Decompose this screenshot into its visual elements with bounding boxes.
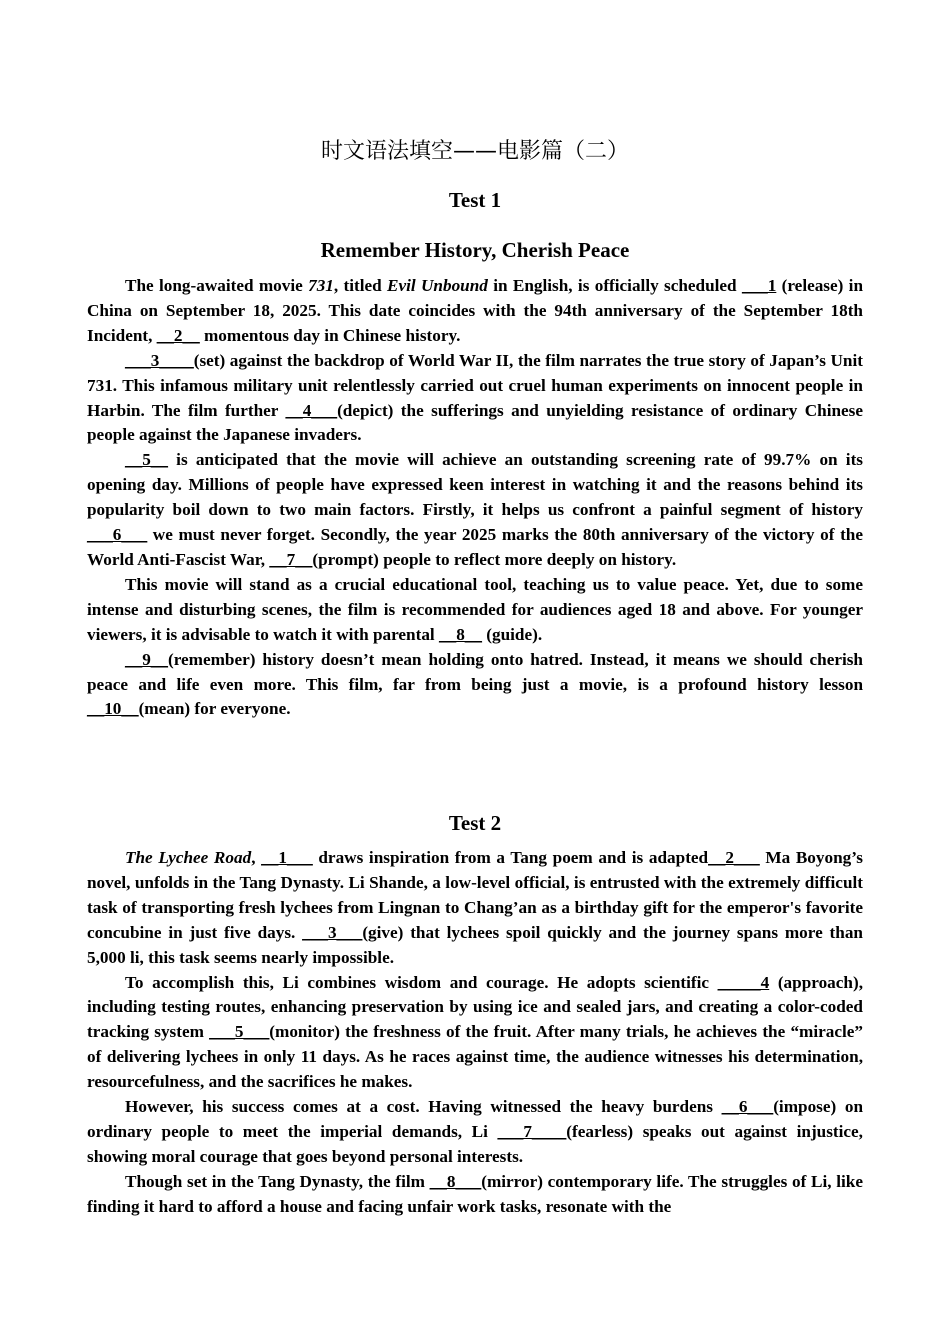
text-run: Though set in the Tang Dynasty, the film bbox=[125, 1171, 430, 1191]
text-run: (guide). bbox=[481, 624, 543, 644]
blank: __7__ bbox=[269, 549, 313, 569]
test1-subtitle: Remember History, Cherish Peace bbox=[320, 238, 630, 262]
text-run: (impose) on ordinary people to meet the imperial demands, Li bbox=[87, 1097, 864, 1141]
test1-passage bbox=[87, 274, 863, 722]
blank: _____4 bbox=[717, 972, 770, 992]
test2-passage bbox=[87, 846, 863, 1220]
test1-label: Test 1 bbox=[448, 188, 502, 212]
blank: __8___ bbox=[429, 1171, 482, 1191]
blank: __1___ bbox=[261, 848, 313, 867]
text-run: (mirror) contemporary life. The struggles of Li, like finding it hard to afford a house and facing unfair work tasks, resonate with the bbox=[87, 1171, 863, 1216]
text-run: The long-awaited movie bbox=[125, 276, 309, 295]
passage-paragraph bbox=[87, 448, 863, 573]
blank: __5__ bbox=[125, 450, 168, 470]
passage-paragraph bbox=[87, 648, 863, 723]
text-run: However, his success comes at a cost. Having witnessed the heavy burdens bbox=[125, 1097, 722, 1117]
passage-paragraph bbox=[87, 349, 863, 449]
blank: __6___ bbox=[721, 1097, 774, 1117]
text-run: (depict) the sufferings and unyielding resistance of ordinary Chinese people against the Japanese invaders. bbox=[87, 400, 864, 445]
text-run: , titled bbox=[333, 276, 388, 295]
blank: __2___ bbox=[708, 848, 760, 867]
text-run: Ma Boyong’s novel, unfolds in the Tang Dynasty. Li Shande, a low-level official, is entrusted with the extremely difficult task of transporting fresh lychees from Lingnan to Chang’an as a birthday gift for the emperor's favorite concubine in just five days. bbox=[87, 848, 863, 942]
text-run: is anticipated that the movie will achieve an outstanding screening rate of 99.7% on its opening day. Millions of people have expressed keen interest in watching it and the reasons behind its popularity boil down to two main factors. Firstly, it helps us confront a painful segment of history bbox=[87, 450, 863, 520]
text-run: To accomplish this, Li combines wisdom and courage. He adopts scientific bbox=[125, 972, 718, 992]
text-run: (fearless) speaks out against injustice, showing moral courage that goes beyond personal interests. bbox=[87, 1121, 863, 1166]
text-run: This movie will stand as a crucial educational tool, teaching us to value peace. Yet, due to some intense and disturbing scenes, the film is recommended for audiences aged 18 and above. For younger viewers, it is advisable to watch it with parental bbox=[87, 574, 863, 644]
italic-title: Evil Unbound bbox=[387, 276, 488, 295]
passage-paragraph bbox=[87, 1170, 863, 1220]
blank: ___1 bbox=[741, 276, 777, 295]
text-run: (remember) history doesn’t mean holding onto hatred. Instead, it means we should cherish peace and life even more. This film, far from being just a movie, is a profound history lesson bbox=[87, 649, 863, 694]
blank: ___6___ bbox=[87, 525, 148, 545]
text-run: draws inspiration from a Tang poem and is adapted bbox=[312, 848, 709, 867]
passage-paragraph bbox=[87, 846, 863, 971]
text-run: , bbox=[251, 848, 262, 867]
text-run: (give) that lychees spoil quickly and the journey spans more than 5,000 li, this task seems nearly impossible. bbox=[87, 922, 863, 967]
blank: __10__ bbox=[87, 699, 139, 719]
blank: __2__ bbox=[156, 325, 200, 345]
text-run: (monitor) the freshness of the fruit. After many trials, he achieves the “miracle” of delivering lychees in only 11 days. As he races against time, the audience witnesses his determination, resourcefulness, and the sacrifices he makes. bbox=[87, 1022, 863, 1092]
text-run: in English, is officially scheduled bbox=[487, 276, 742, 295]
text-run: we must never forget. Secondly, the year 2025 marks the 80th anniversary of the victory of the World Anti-Fascist War, bbox=[87, 525, 863, 569]
text-run: (release) in China on September 18, 2025. This date coincides with the 94th anniversary of the September 18th Incident, bbox=[87, 276, 864, 345]
passage-paragraph bbox=[87, 274, 863, 349]
blank: __8__ bbox=[439, 624, 482, 644]
italic-title: 731 bbox=[308, 276, 334, 295]
passage-paragraph bbox=[87, 573, 863, 648]
text-run: (set) against the backdrop of World War II, the film narrates the true story of Japan’s Unit 731. This infamous military unit relentlessly carried out cruel human experiments on innocent people in Harbin. The film further bbox=[87, 350, 863, 420]
blank: __4___ bbox=[285, 400, 338, 420]
blank: __9__ bbox=[125, 649, 168, 669]
blank: ___3___ bbox=[302, 922, 363, 942]
text-run: momentous day in Chinese history. bbox=[199, 325, 461, 345]
blank: ___5___ bbox=[209, 1022, 270, 1042]
italic-title: The Lychee Road bbox=[125, 848, 252, 867]
text-run: (mean) for everyone. bbox=[138, 699, 291, 719]
text-run: (approach), including testing routes, enhancing preservation by using ice and sealed jars, and creating a color-coded tracking system bbox=[87, 972, 863, 1042]
blank: ___3____ bbox=[125, 350, 194, 370]
passage-paragraph bbox=[87, 971, 863, 1096]
page-title: 时文语法填空——电影篇（二） bbox=[320, 139, 629, 164]
text-run: (prompt) people to reflect more deeply on history. bbox=[312, 549, 677, 569]
test2-label: Test 2 bbox=[448, 811, 502, 835]
passage-paragraph bbox=[87, 1095, 863, 1170]
blank: ___7____ bbox=[497, 1121, 567, 1141]
